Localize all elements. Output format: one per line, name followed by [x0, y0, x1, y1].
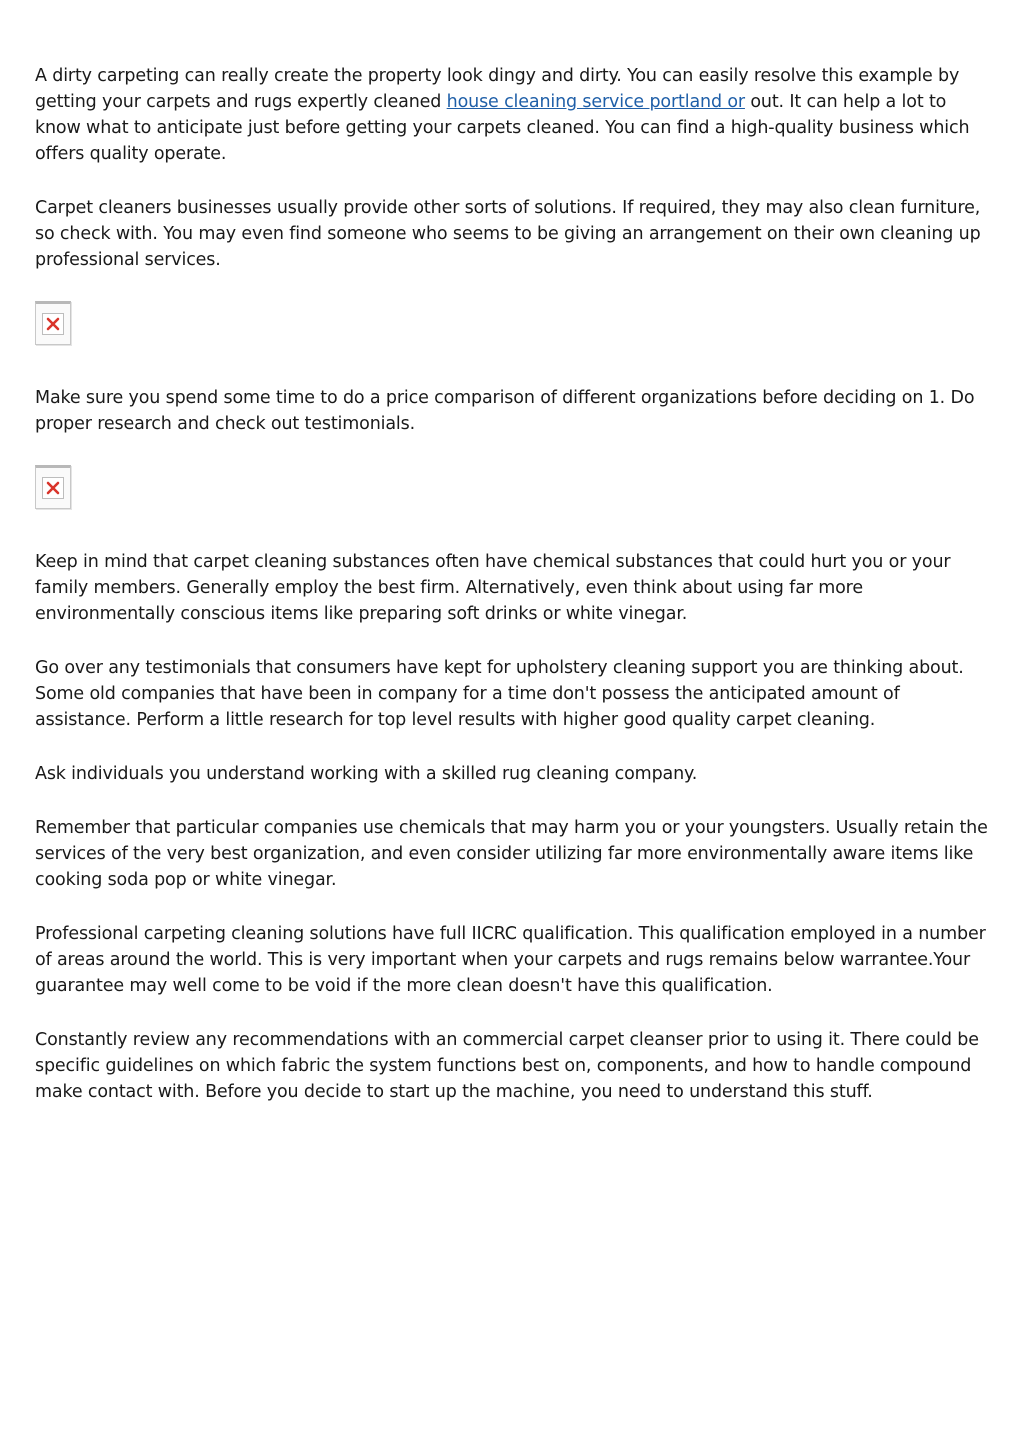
paragraph-intro-text-start: A dirty carpeting can really create the property look dingy and dirty. You can easily resolve this example by getting your carpets and rugs expertly cleaned [35, 66, 960, 112]
x-mark-icon [46, 481, 60, 495]
paragraph-recommendations: Constantly review any recommendations with an commercial carpet cleanser prior to using it. There could be specific guidelines on which fabric the system functions best on, components, and how to handle compound make contact with. Before you decide to start up the machine, you need to understand this stuff. [35, 1030, 979, 1102]
paragraph-iicrc: Professional carpeting cleaning solutions have full IICRC qualification. This qualification employed in a number of areas around the world. This is very important when your carpets and rugs remains below warrantee.Your guarantee may well come to be void if the more clean doesn't have this qualification. [35, 924, 986, 996]
broken-image-2 [35, 465, 71, 509]
broken-image-1 [35, 301, 71, 345]
broken-image-icon [42, 313, 64, 335]
house-cleaning-link[interactable]: house cleaning service portland or [446, 92, 745, 112]
paragraph-intro-text-end: out. It can help a lot to know what to anticipate just before getting your carpets cleaned. You can find a high-quality business which offers quality operate. [35, 92, 970, 164]
paragraph-chemicals: Keep in mind that carpet cleaning substances often have chemical substances that could hurt you or your family members. Generally employ the best firm. Alternatively, even think about using far more environmentally conscious items like preparing soft drinks or white vinegar. [35, 552, 951, 624]
paragraph-ask-individuals: Ask individuals you understand working with a skilled rug cleaning company. [35, 764, 698, 784]
paragraph-price-comparison: Make sure you spend some time to do a price comparison of different organizations before deciding on 1. Do proper research and check out testimonials. [35, 388, 975, 434]
document-body [35, 63, 995, 1133]
paragraph-intro [35, 63, 995, 167]
paragraph-testimonials: Go over any testimonials that consumers have kept for upholstery cleaning support you are thinking about. Some old companies that have been in company for a time don't possess the anticipated amount of assistance. Perform a little research for top level results with higher good quality carpet cleaning. [35, 658, 964, 730]
paragraph-companies-chemicals: Remember that particular companies use chemicals that may harm you or your youngsters. Usually retain the services of the very best organization, and even consider utilizing far more environmentally aware items like cooking soda pop or white vinegar. [35, 818, 988, 890]
x-mark-icon [46, 317, 60, 331]
broken-image-icon [42, 477, 64, 499]
paragraph-services: Carpet cleaners businesses usually provide other sorts of solutions. If required, they may also clean furniture, so check with. You may even find someone who seems to be giving an arrangement on their own cleaning up professional services. [35, 198, 981, 270]
